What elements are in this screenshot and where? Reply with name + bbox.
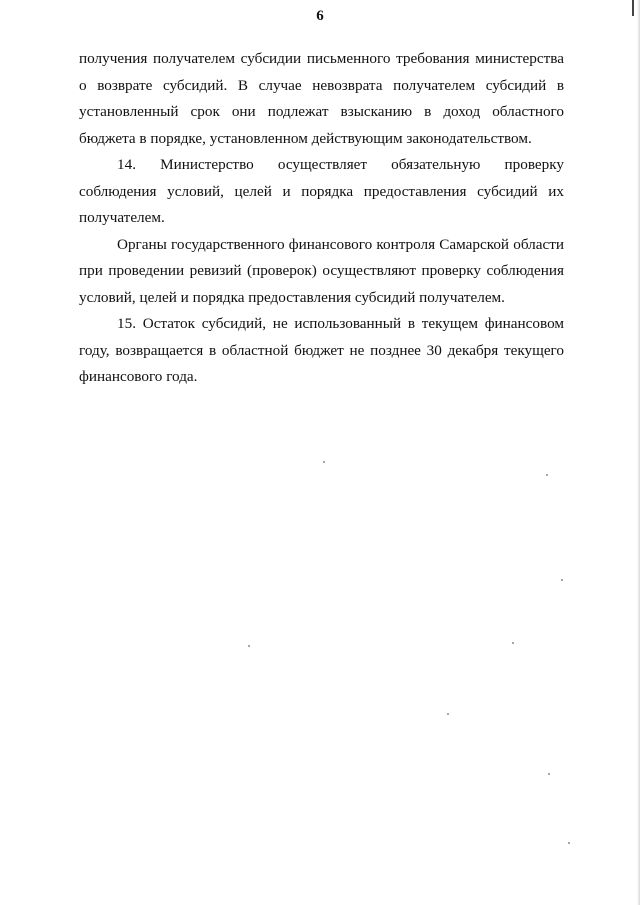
scan-speck (248, 645, 250, 647)
scan-speck (512, 642, 514, 644)
scan-speck (548, 773, 550, 775)
document-body (79, 46, 564, 391)
paragraph-continuation: получения получателем субсидии письменного требования министерства о возврате субсидий. В случае невозврата получателем субсидий в установленный срок они подлежат взысканию в доход областного бюджета в порядке, установленном действующим законодательством. (79, 50, 564, 147)
scan-speck (447, 713, 449, 715)
paragraph-financial-control: Органы государственного финансового контроля Самарской области при проведении ревизий (проверок) осуществляют проверку соблюдения условий, целей и порядка предоставления субсидий получателем. (79, 235, 564, 306)
paragraph-item-14: 14. Министерство осуществляет обязательную проверку соблюдения условий, целей и порядка предоставления субсидий их получателем. (79, 156, 564, 226)
page-number: 6 (316, 8, 324, 24)
paragraph-item-15: 15. Остаток субсидий, не использованный в текущем финансовом году, возвращается в областной бюджет не позднее 30 декабря текущего финансового года. (79, 315, 564, 385)
scan-speck (561, 579, 563, 581)
scan-speck (323, 461, 325, 463)
scan-speck (546, 474, 548, 476)
scan-speck (568, 842, 570, 844)
